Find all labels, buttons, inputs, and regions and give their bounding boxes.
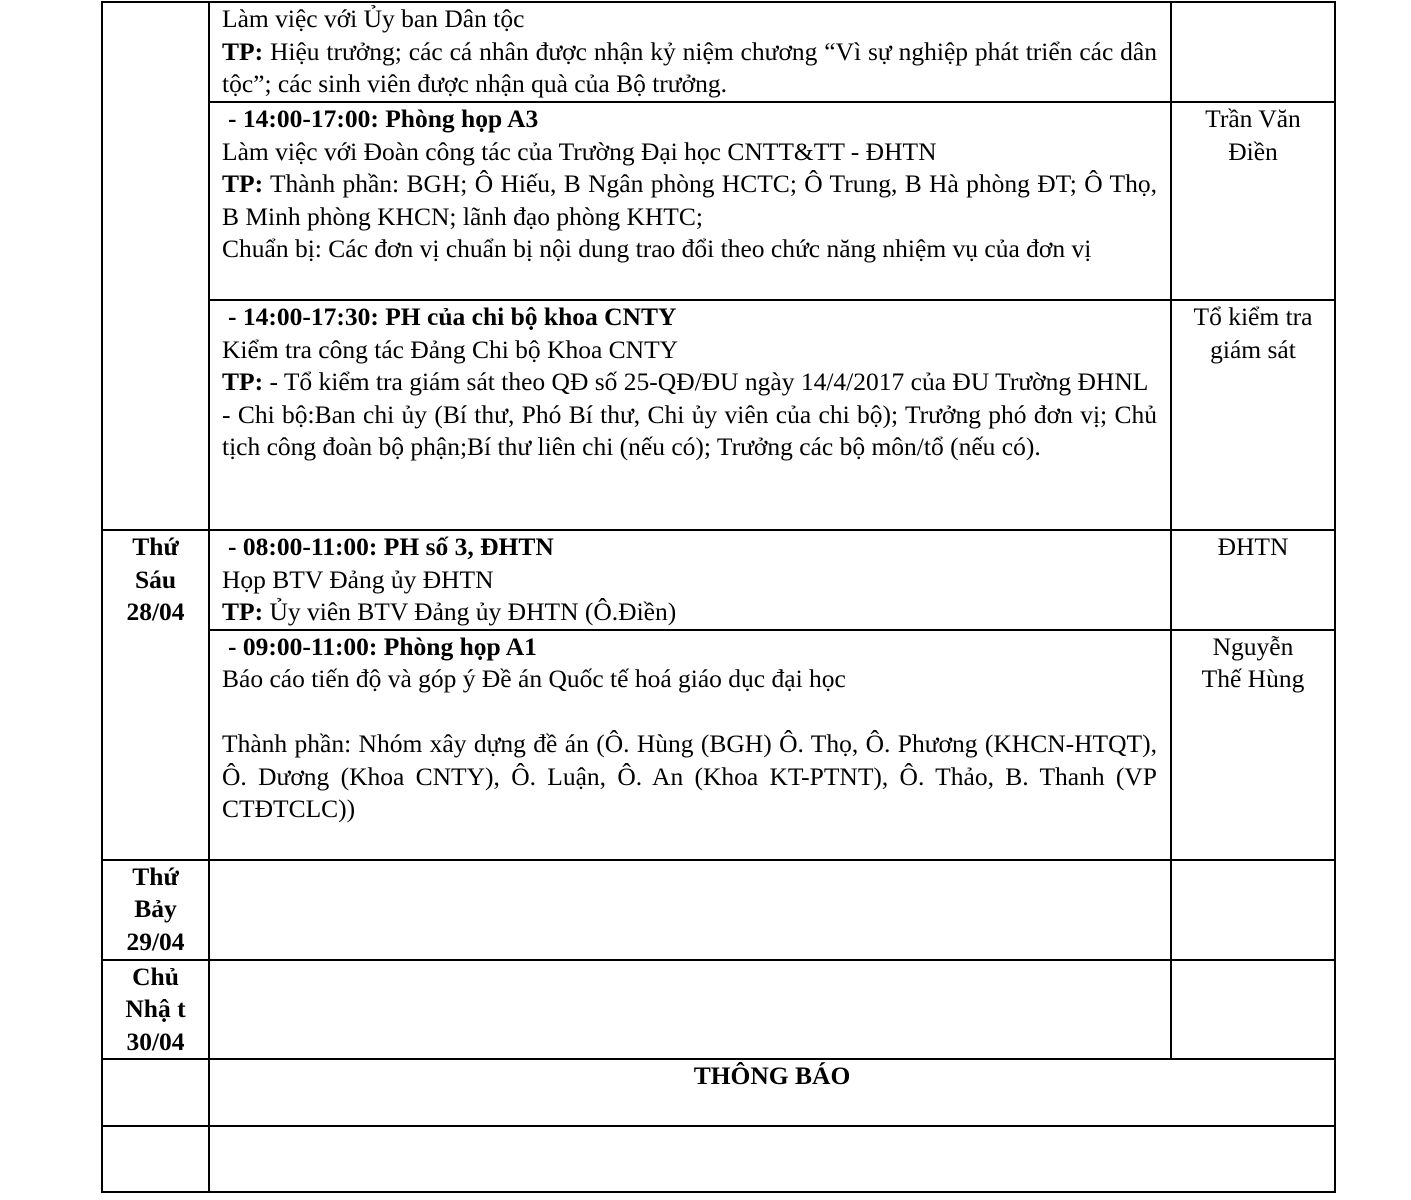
person-name: Tổ kiểm tra — [1193, 302, 1313, 331]
content-cell — [209, 860, 1171, 960]
schedule-row — [102, 102, 1335, 300]
schedule-row — [102, 860, 1335, 960]
event-heading: - 14:00-17:00: Phòng họp A3 — [228, 104, 539, 133]
tp-label: TP: — [222, 597, 264, 626]
person-name: Trần Văn — [1205, 104, 1301, 133]
event-heading: - 08:00-11:00: PH số 3, ĐHTN — [228, 532, 554, 561]
content-cell — [209, 960, 1171, 1060]
day-name: Thứ — [132, 861, 179, 891]
tp-text: - Tổ kiểm tra giám sát theo QĐ số 25-QĐ/ĐU ngày 14/4/2017 của ĐU Trường ĐHNL — [263, 367, 1149, 396]
content-line: Làm việc với Đoàn công tác của Trường Đại học CNTT&TT - ĐHTN — [222, 136, 937, 166]
content-cell — [209, 2, 1171, 102]
day-name: Nhậ t — [125, 994, 186, 1023]
event-heading: - 09:00-11:00: Phòng họp A1 — [228, 631, 537, 661]
person-cell — [1171, 630, 1335, 860]
tp-label: TP: — [222, 169, 264, 198]
day-cell-friday — [102, 530, 209, 860]
day-cell — [102, 1059, 209, 1126]
person-cell — [1171, 860, 1335, 960]
schedule-row — [102, 960, 1335, 1060]
day-name: Thứ — [132, 532, 179, 561]
content-line: Chuẩn bị: Các đơn vị chuẩn bị nội dung trao đổi theo chức năng nhiệm vụ của đơn vị — [222, 234, 1092, 263]
day-date: 30/04 — [126, 1026, 185, 1056]
content-line: Làm việc với Ủy ban Dân tộc — [222, 4, 525, 33]
day-name: Bảy — [134, 894, 177, 923]
day-date: 29/04 — [126, 926, 185, 956]
day-name: Sáu — [134, 564, 177, 594]
day-cell-saturday — [102, 860, 209, 960]
person-cell — [1171, 2, 1335, 102]
person-name: Điền — [1228, 136, 1278, 166]
content-line: Họp BTV Đảng ủy ĐHTN — [222, 564, 494, 594]
tp-label: TP: — [222, 36, 264, 66]
content-cell — [209, 630, 1171, 860]
content-line — [222, 168, 1157, 233]
notice-row — [102, 1059, 1335, 1126]
day-cell — [102, 2, 209, 530]
content-cell — [209, 530, 1171, 630]
blank-line — [222, 696, 1157, 729]
content-line — [222, 36, 1157, 101]
tp-label: TP: — [222, 367, 264, 396]
content-line: Thành phần: Nhóm xây dựng đề án (Ô. Hùng (BGH) Ô. Thọ, Ô. Phương (KHCN-HTQT), Ô. Dương (Khoa CNTY), Ô. Luận, Ô. An (Khoa KT-PTNT), Ô. Thảo, B. Thanh (VP CTĐTCLC)) — [222, 729, 1157, 823]
content-line: Kiểm tra công tác Đảng Chi bộ Khoa CNTY — [222, 334, 679, 364]
tp-text: Ủy viên BTV Đảng ủy ĐHTN (Ô.Điền) — [263, 597, 677, 626]
person-cell — [1171, 960, 1335, 1060]
schedule-row — [102, 530, 1335, 630]
day-cell — [102, 1126, 209, 1192]
content-cell — [209, 300, 1171, 530]
person-name: Thế Hùng — [1201, 664, 1305, 693]
schedule-table — [101, 1, 1336, 1193]
content-line — [222, 596, 1157, 629]
content-line — [222, 366, 1157, 399]
person-cell — [1171, 300, 1335, 530]
person-name: ĐHTN — [1217, 532, 1289, 561]
day-name: Chủ — [132, 961, 179, 991]
tp-text: Hiệu trưởng; các cá nhân được nhận kỷ niệm chương “Vì sự nghiệp phát triển các dân tộc”; các sinh viên được nhận quà của Bộ trưởng. — [222, 36, 1157, 98]
day-date: 28/04 — [126, 597, 185, 626]
person-cell — [1171, 530, 1335, 630]
person-cell — [1171, 102, 1335, 300]
notice-body — [209, 1126, 1335, 1192]
schedule-row — [102, 300, 1335, 530]
content-line: - Chi bộ:Ban chi ủy (Bí thư, Phó Bí thư, Chi ủy viên của chi bộ); Trưởng phó đơn vị; Chủ tịch công đoàn bộ phận;Bí thư liên chi (nếu có); Trưởng các bộ môn/tổ (nếu có). — [222, 399, 1157, 461]
notice-row — [102, 1126, 1335, 1192]
schedule-row — [102, 630, 1335, 860]
person-name: giám sát — [1210, 334, 1296, 364]
notice-title: THÔNG BÁO — [209, 1059, 1335, 1126]
tp-text: Thành phần: BGH; Ô Hiếu, B Ngân phòng HCTC; Ô Trung, B Hà phòng ĐT; Ô Thọ, B Minh phòng KHCN; lãnh đạo phòng KHTC; — [222, 169, 1157, 231]
content-line: Báo cáo tiến độ và góp ý Đề án Quốc tế hoá giáo dục đại học — [222, 664, 846, 693]
person-name: Nguyễn — [1212, 631, 1294, 661]
day-cell-sunday — [102, 960, 209, 1060]
content-cell — [209, 102, 1171, 300]
event-heading: - 14:00-17:30: PH của chi bộ khoa CNTY — [228, 302, 677, 331]
schedule-row — [102, 2, 1335, 102]
